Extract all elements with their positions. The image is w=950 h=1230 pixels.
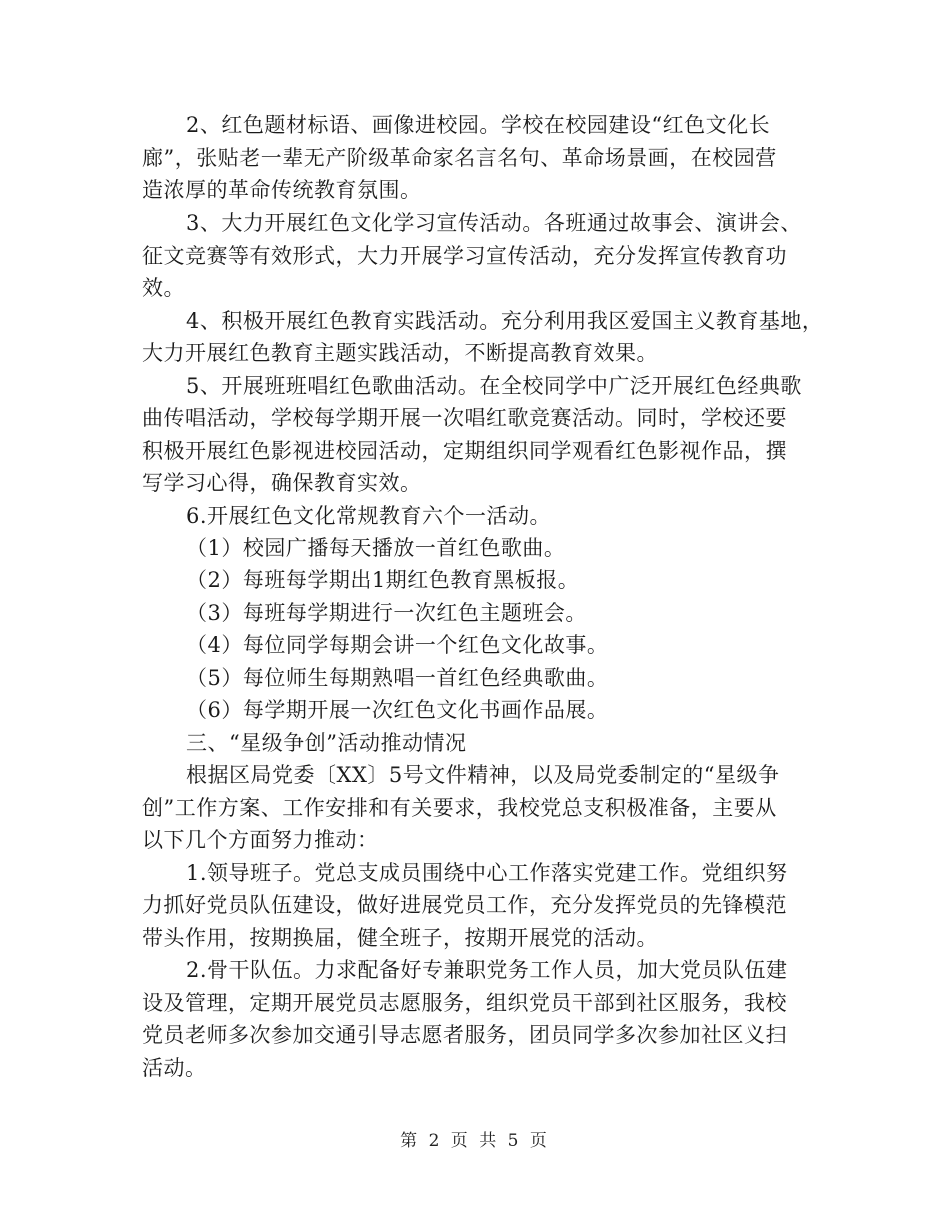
text-line: 积极开展红色影视进校园活动，定期组织同学观看红色影视作品，撰 — [142, 439, 787, 463]
text-line: 效。 — [142, 276, 185, 300]
text-line: 6.开展红色文化常规教育六个一活动。 — [186, 504, 552, 528]
text-line: 带头作用，按期换届，健全班子，按期开展党的活动。 — [142, 926, 658, 950]
text-line: 力抓好党员队伍建设，做好进展党员工作，充分发挥党员的先锋模范 — [142, 893, 787, 917]
list-item: （6）每学期开展一次红色文化书画作品展。 — [186, 698, 609, 722]
text-line: 设及管理，定期开展党员志愿服务，组织党员干部到社区服务，我校 — [142, 991, 787, 1015]
text-line: 大力开展红色教育主题实践活动，不断提高教育效果。 — [142, 341, 658, 365]
text-line: 2.骨干队伍。力求配备好专兼职党务工作人员，加大党员队伍建 — [186, 958, 788, 982]
text-line: 根据区局党委〔XX〕5号文件精神，以及局党委制定的“星级争 — [186, 763, 780, 787]
text-line: 写学习心得，确保教育实效。 — [142, 471, 422, 495]
text-line: 以下几个方面努力推动： — [142, 828, 379, 852]
list-item: （5）每位师生每期熟唱一首红色经典歌曲。 — [186, 666, 609, 690]
text-line: 1.领导班子。党总支成员围绕中心工作落实党建工作。党组织努 — [186, 861, 788, 885]
list-item: （3）每班每学期进行一次红色主题班会。 — [186, 601, 587, 625]
section-heading: 三、“星级争创”活动推动情况 — [186, 731, 467, 755]
list-item: （2）每班每学期出1期红色教育黑板报。 — [186, 568, 580, 592]
text-line: 5、开展班班唱红色歌曲活动。在全校同学中广泛开展红色经典歌 — [186, 374, 802, 398]
text-line: 造浓厚的革命传统教育氛围。 — [142, 178, 422, 202]
text-line: 活动。 — [142, 1056, 207, 1080]
text-line: 征文竞赛等有效形式，大力开展学习宣传活动，充分发挥宣传教育功 — [142, 244, 787, 268]
text-line: 党员老师多次参加交通引导志愿者服务，团员同学多次参加社区义扫 — [142, 1023, 787, 1047]
text-line: 3、大力开展红色文化学习宣传活动。各班通过故事会、演讲会、 — [186, 211, 802, 235]
text-line: 创”工作方案、工作安排和有关要求，我校党总支积极准备，主要从 — [142, 796, 777, 820]
text-line: 曲传唱活动，学校每学期开展一次唱红歌竞赛活动。同时，学校还要 — [142, 406, 787, 430]
text-line: 廊”，张贴老一辈无产阶级革命家名言名句、革命场景画，在校园营 — [142, 146, 777, 170]
list-item: （4）每位同学每期会讲一个红色文化故事。 — [186, 633, 609, 657]
text-line: 4、积极开展红色教育实践活动。充分利用我区爱国主义教育基地， — [186, 309, 824, 333]
list-item: （1）校园广播每天播放一首红色歌曲。 — [186, 536, 566, 560]
text-line: 2、红色题材标语、画像进校园。学校在校园建设“红色文化长 — [186, 113, 771, 137]
page-footer: 第 2 页 共 5 页 — [400, 1131, 550, 1151]
